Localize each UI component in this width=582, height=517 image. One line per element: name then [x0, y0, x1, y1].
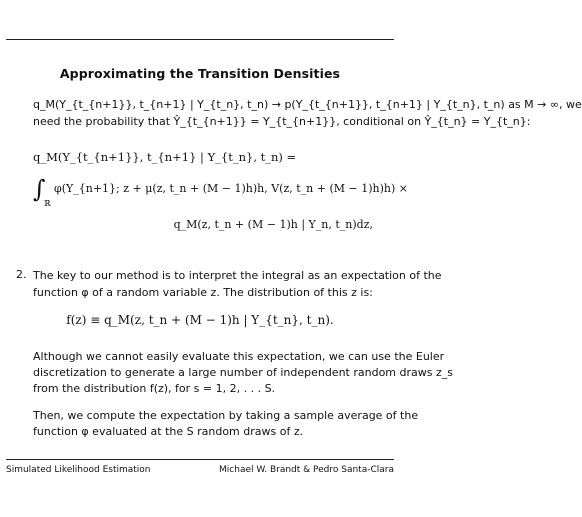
item2-line-1: The key to our method is to interpret the integral as an expectation of the — [33, 269, 442, 282]
intro-line-2-text: need the probability that Ŷ_{t_{n+1}} = Y_{t_{n+1}}, conditional on Ŷ_{t_n} = Y_{t_n}: — [33, 115, 531, 128]
item2-para2-line-1: Although we cannot easily evaluate this expectation, we can use the Euler — [33, 350, 445, 363]
integral-domain: ℝ — [44, 199, 51, 208]
intro-line-2 — [33, 113, 531, 130]
integral-sign: ∫ — [33, 175, 46, 203]
item2-para3-line-2: function φ evaluated at the S random draws of z. — [33, 425, 304, 438]
distribution-equation: f(z) ≡ q_M(z, t_n + (M − 1)h | Y_{t_n}, t_n). — [66, 313, 334, 327]
item2-para3-line-1: Then, we compute the expectation by taking a sample average of the — [33, 409, 419, 422]
bottom-rule — [6, 459, 394, 460]
item2-para2-line-3: from the distribution f(z), for s = 1, 2, . . . S. — [33, 382, 276, 395]
item2-para2-line-2: discretization to generate a large number of independent random draws z_s — [33, 366, 453, 379]
equation-integrand: φ(Y_{n+1}; z + μ(z, t_n + (M − 1)h)h, V(z, t_n + (M − 1)h)h) × — [54, 182, 408, 195]
footer-left: Simulated Likelihood Estimation — [6, 465, 151, 475]
footer-right: Michael W. Brandt & Pedro Santa-Clara — [219, 465, 394, 475]
equation-lhs: q_M(Y_{t_{n+1}}, t_{n+1} | Y_{t_n}, t_n) = — [33, 150, 297, 164]
intro-line-1 — [33, 96, 582, 113]
top-rule — [6, 39, 394, 40]
intro-line-1-text: q_M(Y_{t_{n+1}}, t_{n+1} | Y_{t_n}, t_n) → p(Y_{t_{n+1}}, t_{n+1} | Y_{t_n}, t_n) as M → ∞, we — [33, 98, 582, 111]
item2-line-2: function φ of a random variable z. The distribution of this z is: — [33, 286, 373, 299]
list-item-number: 2. — [16, 268, 27, 281]
equation-tail: q_M(z, t_n + (M − 1)h | Y_n, t_n)dz, — [173, 218, 373, 231]
slide-title: Approximating the Transition Densities — [59, 66, 341, 81]
